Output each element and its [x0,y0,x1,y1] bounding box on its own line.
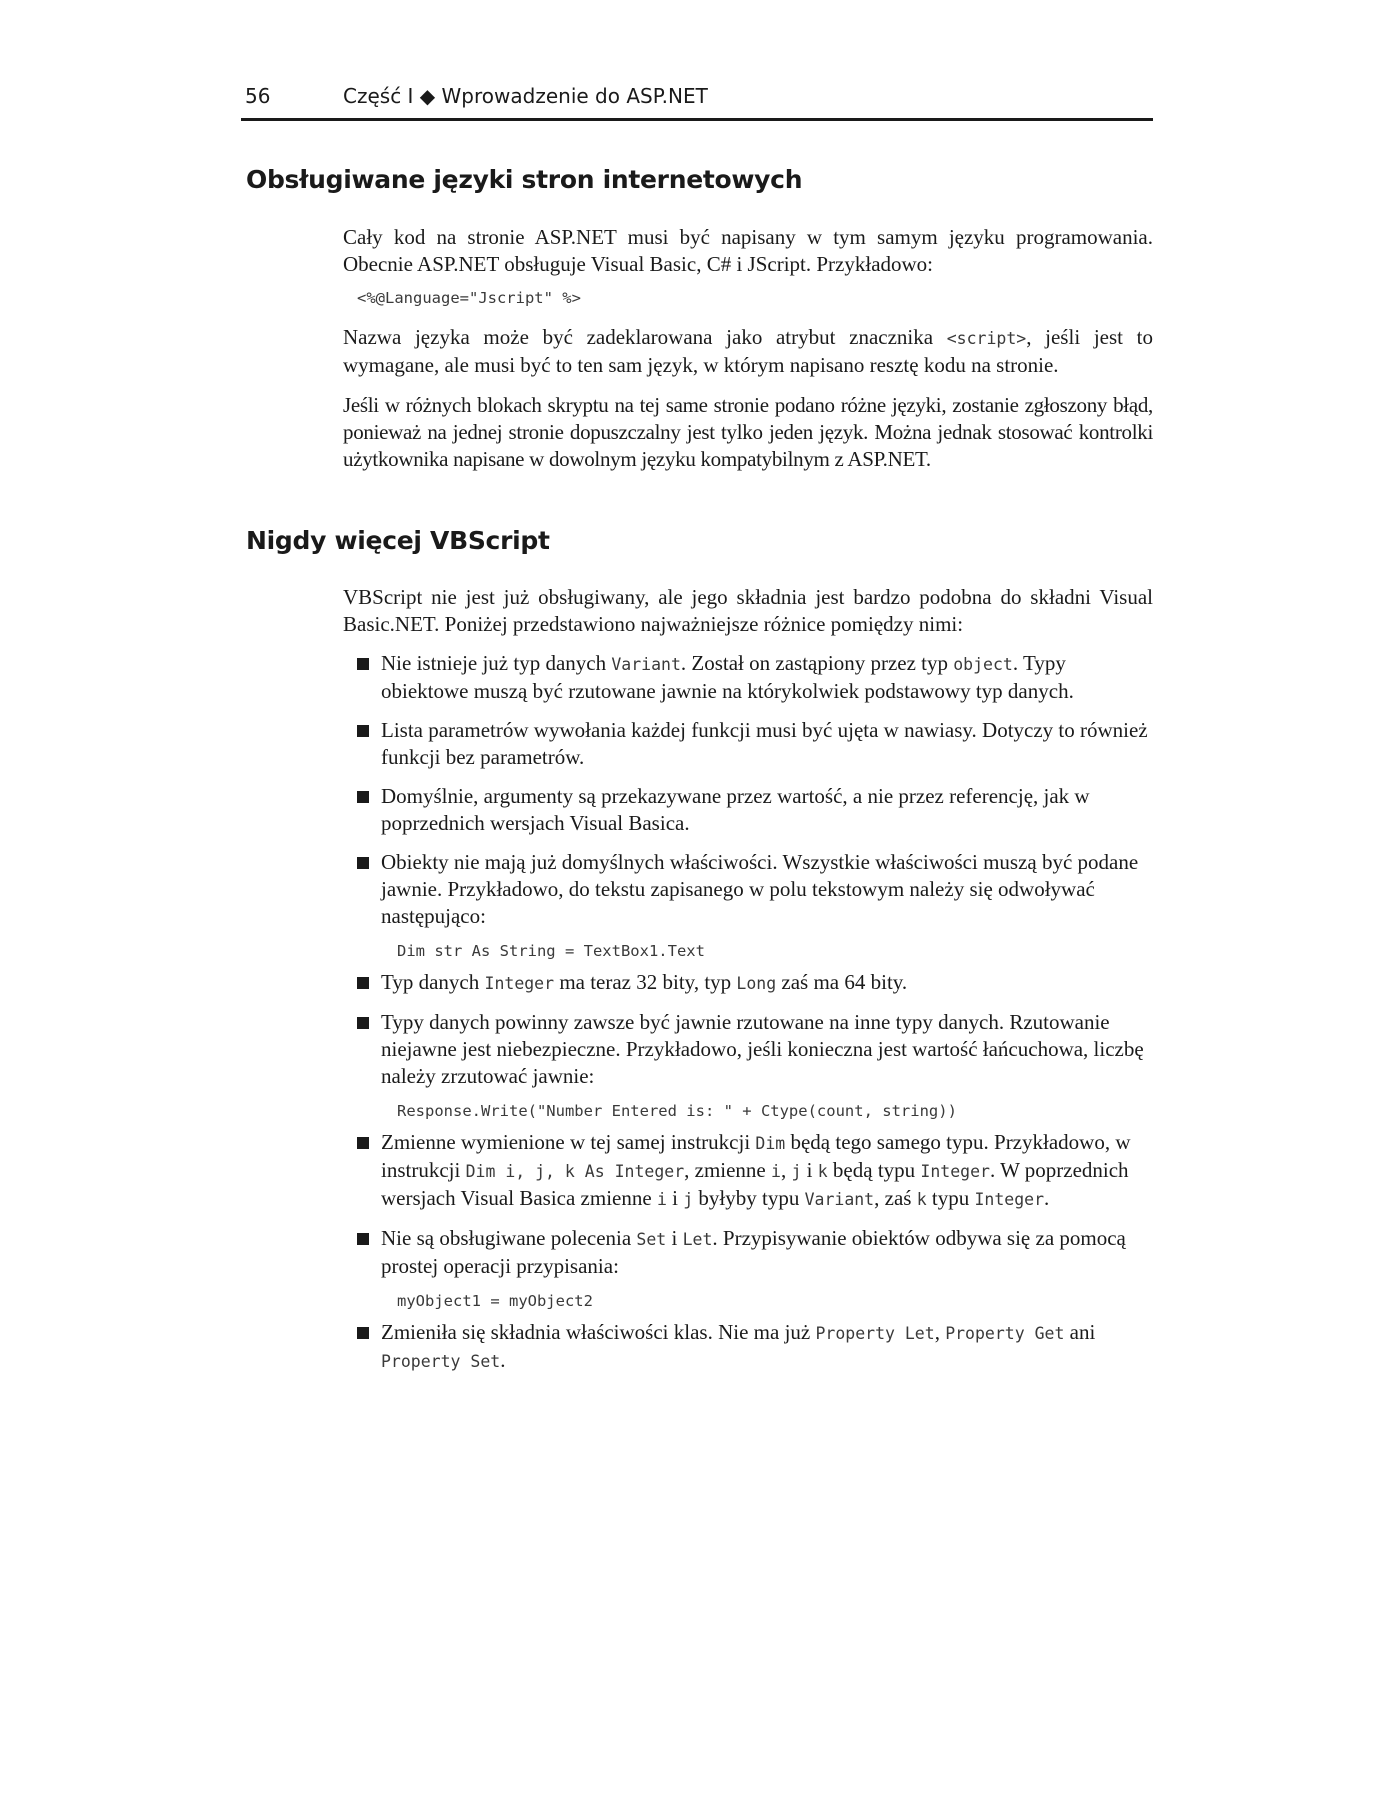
inline-code: Property Let [815,1324,935,1343]
running-header [241,82,1153,121]
text-run: Obiekty nie mają już domyślnych właściwości. Wszystkie właściwości muszą być podane jawnie. Przykładowo, do tekstu zapisanego w polu tekstowym należy się odwoływać następująco: [381,850,1139,928]
differences-list [343,650,1153,1375]
bullet-square-icon [357,658,369,670]
inline-code: Variant [611,655,681,674]
text-run: będą typu [827,1158,921,1182]
bullet-square-icon [357,1017,369,1029]
text-run: Zmienne wymienione w tej samej instrukcji [381,1130,756,1154]
inline-code: Integer [920,1162,990,1181]
inline-code: Property Get [945,1324,1065,1343]
inline-code: k [817,1162,828,1181]
inline-code: j [791,1162,802,1181]
text-run: Nie istnieje już typ danych [381,651,612,675]
text-run: typu [926,1186,975,1210]
code-block: <%@Language="Jscript" %> [357,289,581,307]
text-run: i [801,1158,818,1182]
inline-code: Integer [974,1190,1045,1209]
inline-code: k [916,1190,927,1209]
text-run: Zmieniła się składnia właściwości klas. Nie ma już [381,1320,816,1344]
inline-code: i [656,1190,667,1209]
inline-code: j [683,1190,694,1209]
text-run: , [934,1320,946,1344]
text-run: Typ danych [381,970,485,994]
inline-code: Property Set [381,1352,501,1371]
text-run: będą tego samego typu. Przykładowo, w instrukcji [381,1130,1131,1182]
inline-code: Let [682,1230,713,1249]
text-run: , zaś [874,1186,917,1210]
text-run: ani [1064,1320,1096,1344]
page-number: 56 [245,84,271,108]
bullet-square-icon [357,857,369,869]
text-run: Typy danych powinny zawsze być jawnie rzutowane na inne typy danych. Rzutowanie niejawne jest niebezpieczne. Przykładowo, jeśli konieczna jest wartość łańcuchowa, liczbę należy zrzutować jawnie: [381,1010,1144,1088]
list-item [343,969,1153,997]
text-run: zaś ma 64 bity. [776,970,908,994]
bullet-square-icon [357,791,369,803]
inline-code: <script> [946,329,1027,348]
paragraph [343,324,1153,379]
inline-code: Integer [484,974,555,993]
text-run: Domyślnie, argumenty są przekazywane przez wartość, a nie przez referencję, jak w poprzednich wersjach Visual Basica. [381,784,1090,835]
text-run: i [666,1186,684,1210]
inline-code: i [771,1162,781,1181]
paragraph: Cały kod na stronie ASP.NET musi być napisany w tym samym języku programowania. Obecnie ASP.NET obsługuje Visual Basic, C# i JScript. Przykładowo: [343,225,1153,276]
inline-code: object [953,655,1013,674]
section-body-supported-languages [343,224,1153,473]
text-run: . Typy obiektowe muszą być rzutowane jawnie na którykolwiek podstawowy typ danych. [381,651,1074,703]
text-run: . [500,1348,506,1372]
text-run: , [780,1158,792,1182]
paragraph: Jeśli w różnych blokach skryptu na tej same stronie podano różne języki, zostanie zgłoszony błąd, ponieważ na jednej stronie dopuszczalny jest tylko jeden język. Można jednak stosować kontrolki użytkownika napisane w dowolnym języku kompatybilnym z ASP.NET. [343,393,1153,471]
list-item [343,849,1153,963]
section-body-no-more-vbscript [343,584,1153,1375]
text-run: . Przypisywanie obiektów odbywa się za pomocą prostej operacji przypisania: [381,1226,1126,1278]
inline-code: Dim [755,1134,786,1153]
text-run: Nazwa języka może być zadeklarowana jako atrybut znacznika [343,325,947,349]
text-run: Nie są obsługiwane polecenia [381,1226,637,1250]
list-item [343,1319,1153,1375]
text-run: byłyby typu [693,1186,805,1210]
bullet-square-icon [357,1327,369,1339]
list-item [343,717,1153,771]
text-run: , zmienne [684,1158,772,1182]
paragraph: VBScript nie jest już obsługiwany, ale jego składnia jest bardzo podobna do składni Visual Basic.NET. Poniżej przedstawiono najważniejsze różnice pomiędzy nimi: [343,585,1153,636]
bullet-square-icon [357,1233,369,1245]
code-block: Response.Write("Number Entered is: " + Ctype(count, string)) [397,1102,957,1120]
text-run: , jeśli jest to wymagane, ale musi być to ten sam język, w którym napisano resztę kodu na stronie. [343,325,1153,377]
list-item [343,650,1153,705]
text-run: Lista parametrów wywołania każdej funkcji musi być ujęta w nawiasy. Dotyczy to również funkcji bez parametrów. [381,718,1148,769]
inline-code: Long [736,974,777,993]
code-block: myObject1 = myObject2 [397,1292,593,1310]
code-block: Dim str As String = TextBox1.Text [397,942,705,960]
list-item [343,1225,1153,1313]
running-head-title: Część I ◆ Wprowadzenie do ASP.NET [343,84,708,108]
text-run: ma teraz 32 bity, typ [554,970,737,994]
list-item [343,1129,1153,1213]
section-heading-no-more-vbscript: Nigdy więcej VBScript [246,526,550,555]
list-item [343,783,1153,837]
bullet-square-icon [357,1137,369,1149]
text-run: i [666,1226,683,1250]
bullet-square-icon [357,725,369,737]
bullet-square-icon [357,977,369,989]
text-run: . W poprzednich wersjach Visual Basica zmienne [381,1158,1129,1210]
list-item [343,1009,1153,1123]
inline-code: Variant [804,1190,875,1209]
section-heading-supported-languages: Obsługiwane języki stron internetowych [246,165,803,194]
text-run: . [1044,1186,1050,1210]
inline-code: Set [636,1230,667,1249]
text-run: . Został on zastąpiony przez typ [680,651,954,675]
inline-code: Dim i, j, k As Integer [465,1162,685,1181]
